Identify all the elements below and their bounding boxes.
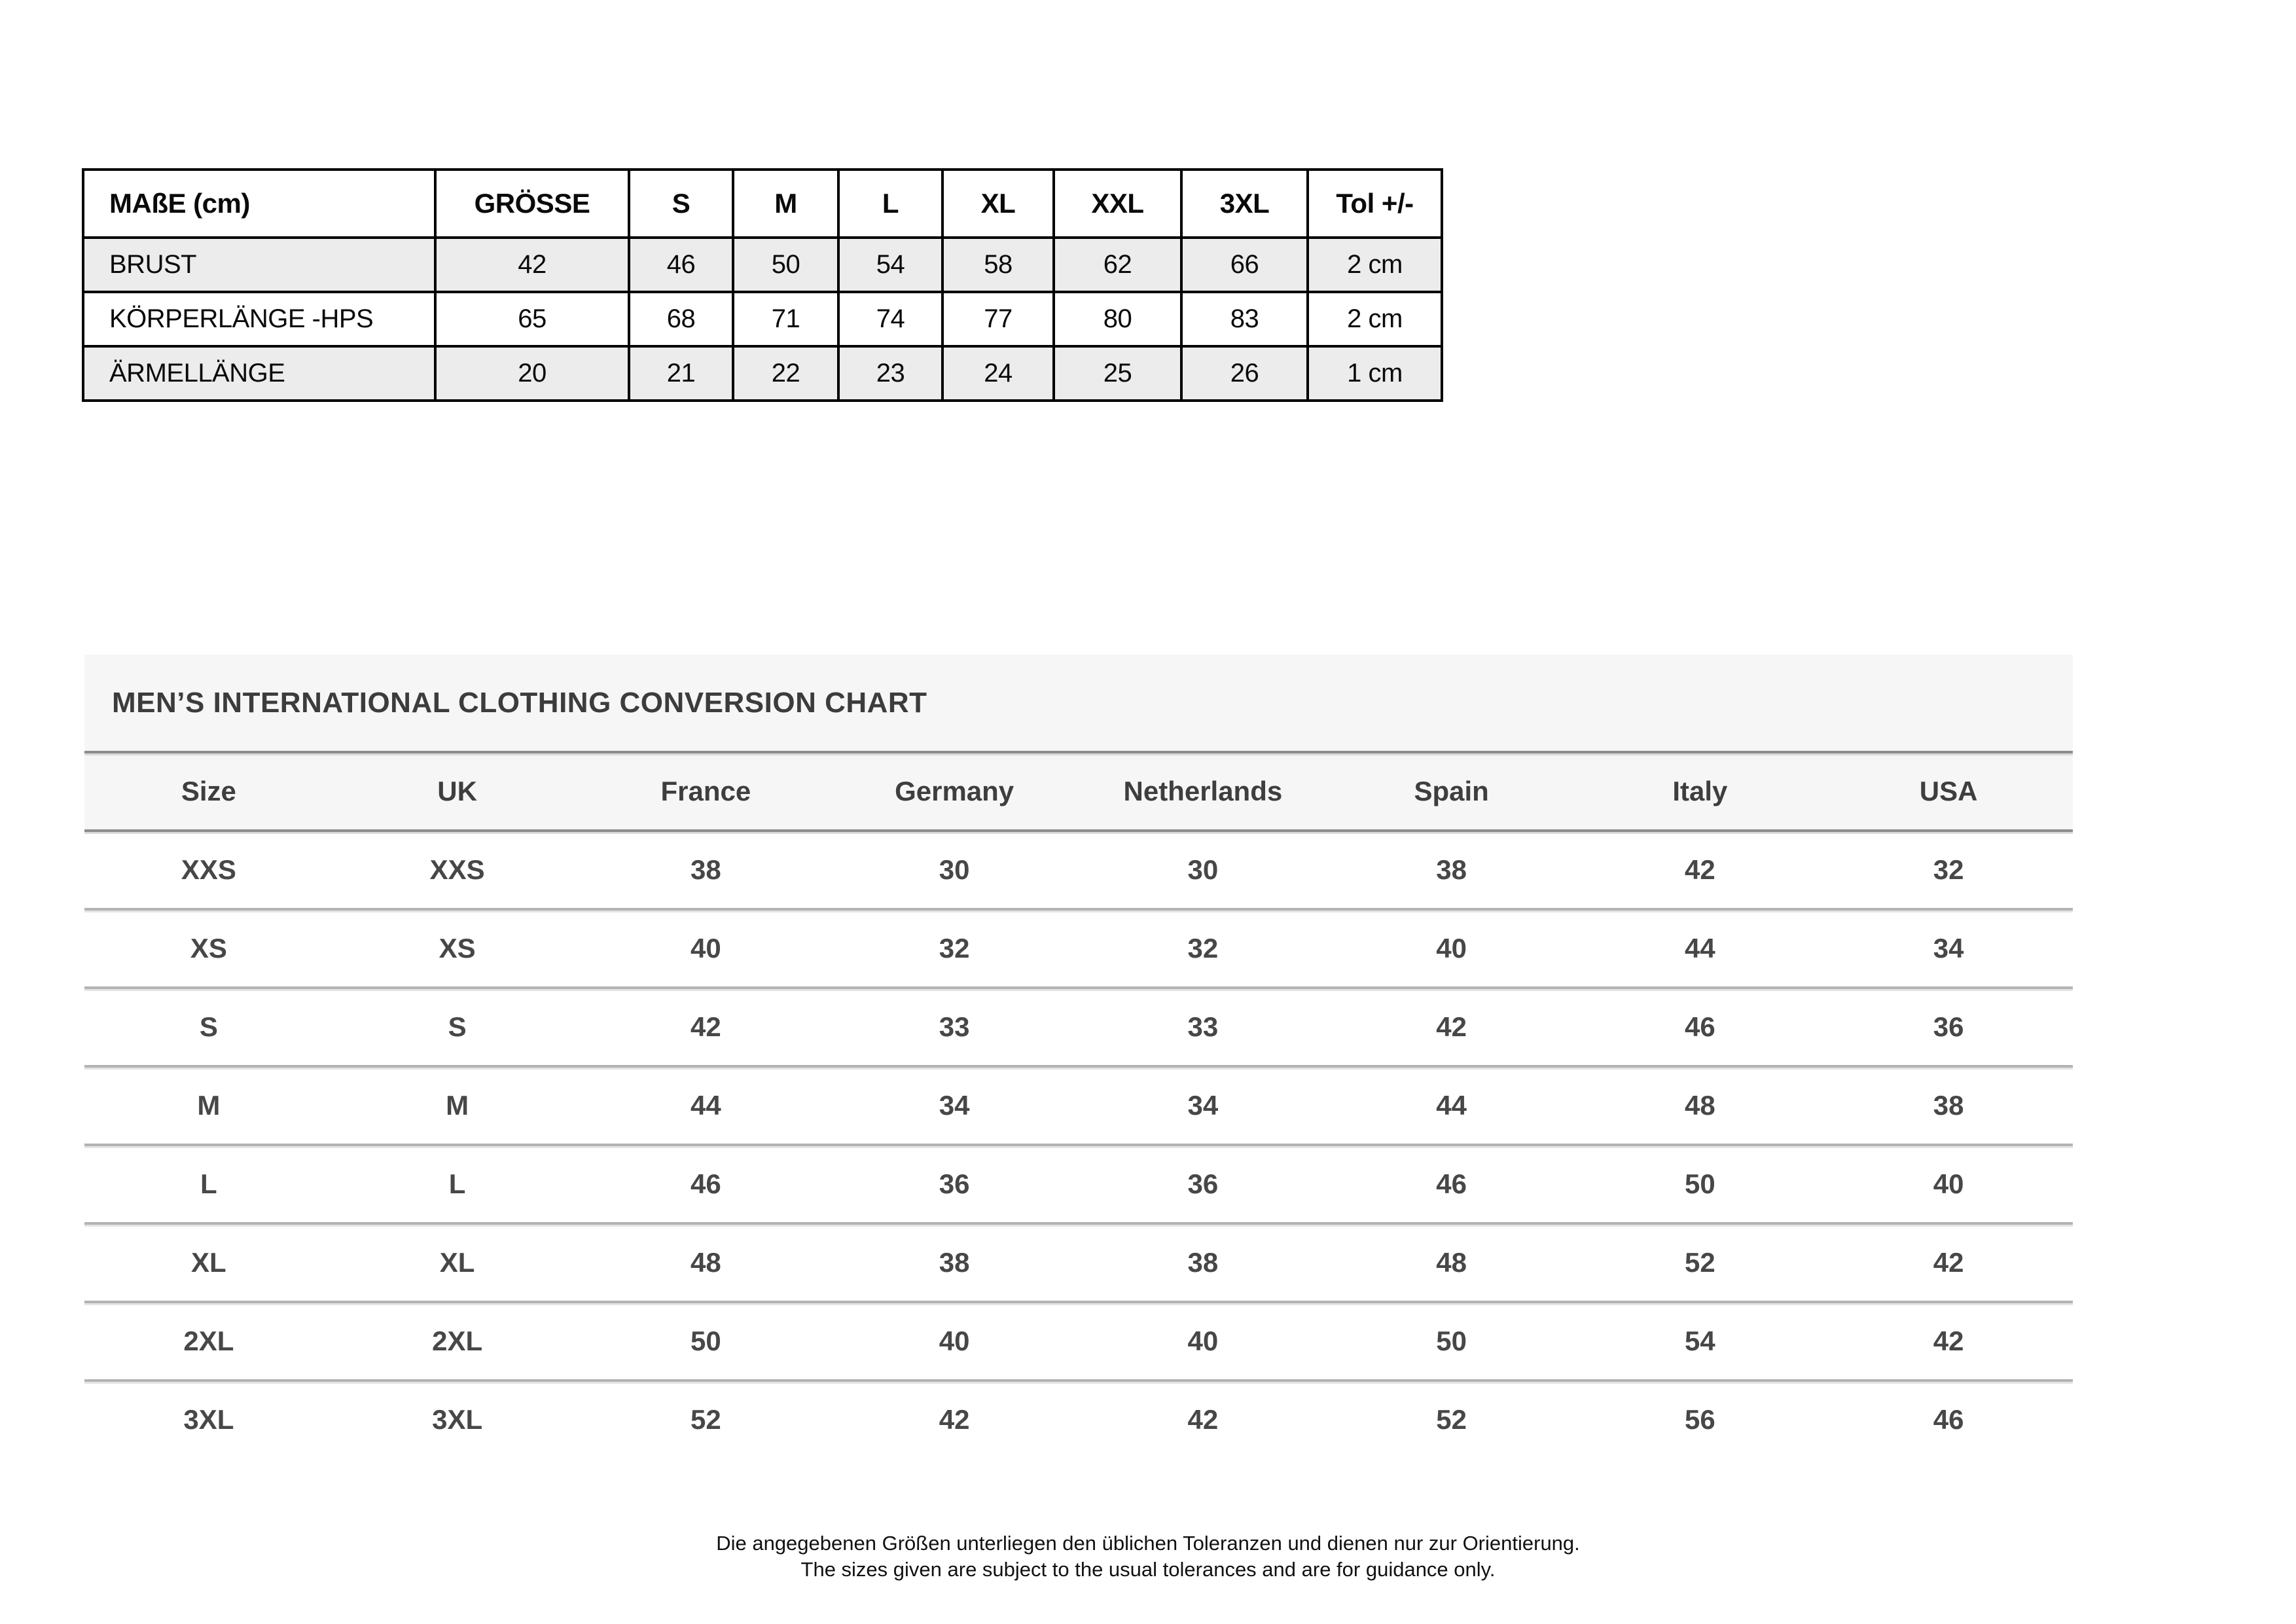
conversion-header-row bbox=[84, 751, 2073, 829]
measurement-header-cell: S bbox=[630, 171, 732, 236]
measurement-header-cell: 3XL bbox=[1183, 171, 1306, 236]
conversion-cell: L bbox=[448, 1168, 466, 1199]
measurement-value-cell: 62 bbox=[1055, 239, 1180, 291]
conversion-cell: 2XL bbox=[183, 1326, 234, 1356]
conversion-row bbox=[84, 829, 2073, 908]
conversion-cell: 44 bbox=[1436, 1090, 1467, 1121]
conversion-cell: XS bbox=[190, 933, 227, 964]
conversion-cell: 3XL bbox=[183, 1404, 234, 1435]
conversion-header-cell: Netherlands bbox=[1123, 776, 1283, 806]
conversion-header-cell: USA bbox=[1919, 776, 1978, 806]
measurement-value-cell: 2 cm bbox=[1309, 239, 1441, 291]
conversion-cell: 42 bbox=[1933, 1247, 1964, 1278]
footer-line-english: The sizes given are subject to the usual tolerances and are for guidance only. bbox=[800, 1558, 1496, 1581]
conversion-cell: 40 bbox=[1187, 1326, 1219, 1356]
measurement-header-cell: Tol +/- bbox=[1309, 171, 1441, 236]
conversion-cell: 38 bbox=[939, 1247, 970, 1278]
conversion-row bbox=[84, 1379, 2073, 1458]
measurement-value-cell: 58 bbox=[944, 239, 1052, 291]
conversion-header-cell: Spain bbox=[1414, 776, 1489, 806]
conversion-cell: L bbox=[200, 1168, 217, 1199]
measurement-value-cell: 80 bbox=[1055, 293, 1180, 345]
conversion-cell: 38 bbox=[1187, 1247, 1219, 1278]
measurement-header-cell: XXL bbox=[1055, 171, 1180, 236]
measurement-value-cell: 22 bbox=[734, 348, 837, 399]
measurement-header-cell: L bbox=[840, 171, 941, 236]
conversion-cell: 2XL bbox=[432, 1326, 483, 1356]
conversion-header-cell: Germany bbox=[895, 776, 1014, 806]
measurement-value-cell: 25 bbox=[1055, 348, 1180, 399]
measurement-value-cell: 83 bbox=[1183, 293, 1306, 345]
measurement-value-cell: 2 cm bbox=[1309, 293, 1441, 345]
conversion-cell: XXS bbox=[181, 854, 236, 885]
conversion-cell: 32 bbox=[1187, 933, 1219, 964]
conversion-cell: 54 bbox=[1685, 1326, 1715, 1356]
conversion-cell: 44 bbox=[691, 1090, 721, 1121]
measurement-value-cell: 21 bbox=[630, 348, 732, 399]
measurement-header-cell: XL bbox=[944, 171, 1052, 236]
conversion-cell: 32 bbox=[1933, 854, 1964, 885]
conversion-cell: M bbox=[446, 1090, 469, 1121]
conversion-cell: 38 bbox=[1933, 1090, 1964, 1121]
conversion-cell: 40 bbox=[939, 1326, 970, 1356]
conversion-cell: 36 bbox=[1187, 1168, 1219, 1199]
measurement-value-cell: 50 bbox=[734, 239, 837, 291]
conversion-cell: 52 bbox=[1685, 1247, 1715, 1278]
conversion-cell: 50 bbox=[1685, 1168, 1715, 1199]
measurement-value-cell: 74 bbox=[840, 293, 941, 345]
conversion-cell: S bbox=[199, 1011, 218, 1042]
measurement-row-label: BRUST bbox=[84, 239, 434, 291]
measurement-value-cell: 23 bbox=[840, 348, 941, 399]
measurement-value-cell: 46 bbox=[630, 239, 732, 291]
conversion-cell: 48 bbox=[1685, 1090, 1715, 1121]
conversion-cell: 42 bbox=[1436, 1011, 1467, 1042]
conversion-cell: 32 bbox=[939, 933, 970, 964]
conversion-cell: 50 bbox=[1436, 1326, 1467, 1356]
footer-note bbox=[0, 1530, 2296, 1583]
conversion-cell: 40 bbox=[1436, 933, 1467, 964]
conversion-table bbox=[84, 655, 2073, 1458]
conversion-cell: 42 bbox=[939, 1404, 970, 1435]
measurement-value-cell: 65 bbox=[437, 293, 628, 345]
conversion-header-cell: UK bbox=[437, 776, 477, 806]
conversion-cell: 36 bbox=[1933, 1011, 1964, 1042]
conversion-cell: 48 bbox=[691, 1247, 721, 1278]
conversion-cell: 56 bbox=[1685, 1404, 1715, 1435]
conversion-cell: 46 bbox=[1685, 1011, 1715, 1042]
conversion-cell: 30 bbox=[1187, 854, 1219, 885]
measurement-value-cell: 71 bbox=[734, 293, 837, 345]
conversion-cell: XL bbox=[191, 1247, 226, 1278]
measurement-value-cell: 24 bbox=[944, 348, 1052, 399]
conversion-table-title: MEN’S INTERNATIONAL CLOTHING CONVERSION CHART bbox=[84, 655, 2073, 751]
conversion-row bbox=[84, 1222, 2073, 1301]
conversion-row bbox=[84, 986, 2073, 1065]
conversion-cell: 52 bbox=[691, 1404, 721, 1435]
measurement-header-cell: MAßE (cm) bbox=[84, 171, 434, 236]
measurement-value-cell: 20 bbox=[437, 348, 628, 399]
conversion-cell: 34 bbox=[939, 1090, 970, 1121]
conversion-cell: 48 bbox=[1436, 1247, 1467, 1278]
conversion-table-body bbox=[84, 829, 2073, 1458]
measurement-value-cell: 68 bbox=[630, 293, 732, 345]
conversion-cell: 40 bbox=[1933, 1168, 1964, 1199]
measurement-value-cell: 26 bbox=[1183, 348, 1306, 399]
conversion-cell: 42 bbox=[1187, 1404, 1219, 1435]
conversion-row bbox=[84, 908, 2073, 986]
conversion-cell: 46 bbox=[1933, 1404, 1964, 1435]
conversion-row bbox=[84, 1301, 2073, 1379]
footer-line-german: Die angegebenen Größen unterliegen den üblichen Toleranzen und dienen nur zur Orientierung. bbox=[716, 1532, 1580, 1555]
measurement-value-cell: 77 bbox=[944, 293, 1052, 345]
conversion-cell: 50 bbox=[691, 1326, 721, 1356]
conversion-cell: M bbox=[197, 1090, 221, 1121]
measurement-value-cell: 42 bbox=[437, 239, 628, 291]
measurement-header-cell: GRÖSSE bbox=[437, 171, 628, 236]
conversion-cell: 38 bbox=[691, 854, 721, 885]
measurement-value-cell: 66 bbox=[1183, 239, 1306, 291]
measurement-row-label: KÖRPERLÄNGE -HPS bbox=[84, 293, 434, 345]
conversion-cell: 40 bbox=[691, 933, 721, 964]
conversion-cell: 33 bbox=[1187, 1011, 1219, 1042]
conversion-cell: XXS bbox=[429, 854, 485, 885]
conversion-header-cell: Italy bbox=[1672, 776, 1728, 806]
conversion-cell: 30 bbox=[939, 854, 970, 885]
conversion-cell: 38 bbox=[1436, 854, 1467, 885]
conversion-header-cell: France bbox=[660, 776, 751, 806]
conversion-cell: 44 bbox=[1685, 933, 1715, 964]
conversion-cell: 3XL bbox=[432, 1404, 483, 1435]
conversion-cell: 46 bbox=[1436, 1168, 1467, 1199]
measurement-value-cell: 1 cm bbox=[1309, 348, 1441, 399]
conversion-cell: XS bbox=[439, 933, 476, 964]
conversion-cell: 42 bbox=[1933, 1326, 1964, 1356]
conversion-cell: 42 bbox=[1685, 854, 1715, 885]
conversion-cell: 46 bbox=[691, 1168, 721, 1199]
conversion-row bbox=[84, 1144, 2073, 1222]
measurement-value-cell: 54 bbox=[840, 239, 941, 291]
conversion-cell: 42 bbox=[691, 1011, 721, 1042]
measurement-row-label: ÄRMELLÄNGE bbox=[84, 348, 434, 399]
conversion-cell: 34 bbox=[1187, 1090, 1219, 1121]
measurement-table bbox=[82, 168, 1443, 402]
conversion-cell: 36 bbox=[939, 1168, 970, 1199]
conversion-header-cell: Size bbox=[181, 776, 236, 806]
conversion-row bbox=[84, 1065, 2073, 1144]
conversion-cell: 52 bbox=[1436, 1404, 1467, 1435]
conversion-cell: 33 bbox=[939, 1011, 970, 1042]
conversion-cell: XL bbox=[439, 1247, 475, 1278]
conversion-cell: 34 bbox=[1933, 933, 1964, 964]
conversion-cell: S bbox=[448, 1011, 467, 1042]
measurement-header-cell: M bbox=[734, 171, 837, 236]
